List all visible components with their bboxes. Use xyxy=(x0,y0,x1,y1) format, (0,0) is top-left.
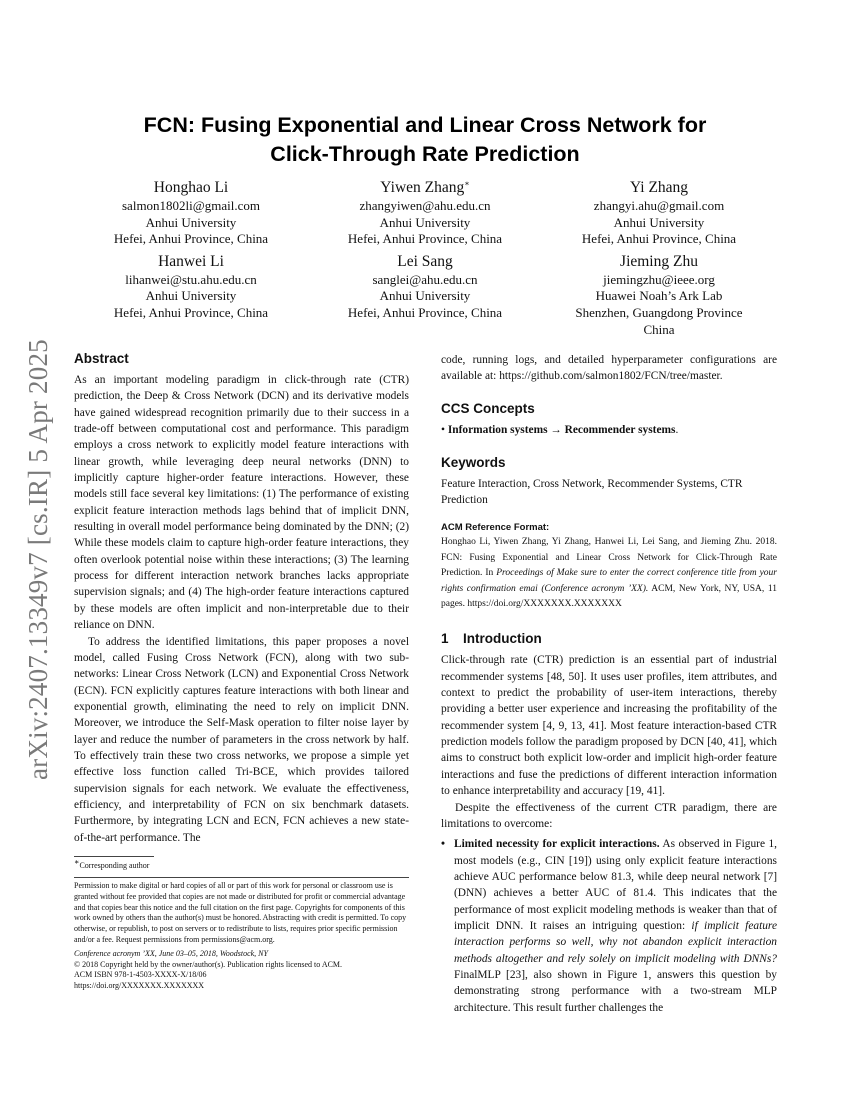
abstract-heading: Abstract xyxy=(74,351,129,366)
author-email[interactable]: salmon1802li@gmail.com xyxy=(122,198,260,213)
author-card xyxy=(542,178,776,248)
author-location: Hefei, Anhui Province, China xyxy=(113,231,269,247)
paper-title-line1: FCN: Fusing Exponential and Linear Cross Network for xyxy=(143,113,707,137)
ccs-end: . xyxy=(675,423,679,436)
author-location: Hefei, Anhui Province, China xyxy=(347,304,503,320)
arxiv-sidebar xyxy=(16,310,60,780)
copyright-notice: © 2018 Copyright held by the owner/author(s). Publication rights licensed to ACM. xyxy=(74,959,343,969)
ccs-item-a: Information systems xyxy=(447,423,548,436)
author-name: Yiwen Zhang xyxy=(380,179,465,196)
author-email[interactable]: zhangyiwen@ahu.edu.cn xyxy=(359,198,491,213)
author-row-1 xyxy=(74,178,776,248)
ccs-arrow: → xyxy=(550,423,562,436)
abstract-paragraph-1: As an important modeling paradigm in click-through rate (CTR) prediction, the Deep & Cross Network (DCN) and its derivative models have gained widespread recognition primarily due to their success in a trade-off between computational cost and performance. This paradigm employs a cross network to explicitly model feature interactions with linear growth, while leveraging deep neural networks (DNN) to implicitly capture higher-order feature interactions. However, these models still face several key limitations: (1) The performance of existing explicit feature interaction methods lags behind that of implicit DNN, resulting in overall model performance being dominated by the DNN; (2) While these models claim to capture high-order feature interactions, they often overlook potential noise within these interactions; (3) The learning process for different interaction network branches lacks appropriate supervision signals; and (4) The high-order feature interactions captured by these models are often implicit and non-interpretable due to their reliance on DNN. xyxy=(74,374,409,632)
author-name: Honghao Li xyxy=(153,179,229,196)
author-location: Hefei, Anhui Province, China xyxy=(581,231,737,247)
keywords-text: Feature Interaction, Cross Network, Recommender Systems, CTR Prediction xyxy=(441,477,743,507)
bullet-text-1: As observed in Figure 1, most models (e.g., CIN [19]) using only explicit feature interactions achieve AUC performance below 81.3, while deep neural network [7] (DNN) achieves a better AUC of 81.4. This indicates that the performance of most explicit modeling methods is weaker than that of implicit DNN. It raises an intriguing question: xyxy=(454,838,778,932)
intro-paragraph-2: Despite the effectiveness of the current CTR paradigm, there are limitations to overcome: xyxy=(441,801,777,830)
author-name: Hanwei Li xyxy=(158,252,224,270)
author-name: Yi Zhang xyxy=(629,179,689,196)
author-email[interactable]: zhangyi.ahu@gmail.com xyxy=(593,198,725,213)
author-affiliation: Huawei Noah’s Ark Lab xyxy=(595,288,723,304)
footnote-divider xyxy=(74,856,154,857)
bullet-text-2: FinalMLP [23], also shown in Figure 1, answers this question by demonstrating strong performance with a two-stream MLP architecture. This result further challenges the xyxy=(454,968,777,1014)
section-title: Introduction xyxy=(463,631,542,647)
author-location-2: China xyxy=(643,321,675,337)
left-column xyxy=(74,350,409,992)
reference-plain: Honghao Li, Yiwen Zhang, Yi Zhang, Hanwei Li, Lei Sang, and Jieming Zhu. 2018. FCN: Fusing Exponential and Linear Cross Network for Click-Through Rate Prediction. In xyxy=(441,537,777,579)
footnote-text: Corresponding author xyxy=(79,860,150,870)
author-card xyxy=(308,178,542,248)
introduction-heading xyxy=(441,630,777,648)
author-name: Jieming Zhu xyxy=(620,252,698,270)
author-row-2 xyxy=(74,252,776,338)
bullet-italic: if implicit feature interaction performs so well, why not abandon explicit interaction methods altogether and rely solely on implicit modeling with DNNs? xyxy=(454,919,777,965)
footnote-mark: ∗ xyxy=(74,857,80,867)
author-affiliation: Anhui University xyxy=(145,214,237,230)
doi-link[interactable]: https://doi.org/XXXXXXX.XXXXXXX xyxy=(74,981,205,991)
author-affiliation: Anhui University xyxy=(379,214,471,230)
author-card xyxy=(542,252,776,338)
ccs-item-b: Recommender systems xyxy=(564,423,676,436)
author-card xyxy=(74,178,308,248)
reference-italic: Proceedings of Make sure to enter the correct conference title from your rights confirmation emai (Conference acronym ’XX). xyxy=(441,568,777,594)
paper-title-line2: Click-Through Rate Prediction xyxy=(270,142,580,166)
intro-paragraph-1: Click-through rate (CTR) prediction is an essential part of industrial recommender systems [48, 50]. It uses user profiles, item attributes, and context to predict the probability of user-item interactions, thereby providing a better user experience and increasing the profitability of the recommender system [4, 9, 13, 41]. Most feature interaction-based CTR prediction models follow the paradigm proposed by DCN [40, 41], which aims to construct both explicit low-order and implicit high-order feature interactions and fuse the predictions of different interaction information to enhance interpretability and accuracy [19, 41]. xyxy=(441,654,777,798)
permission-notice: Permission to make digital or hard copies of all or part of this work for personal or classroom use is granted without fee provided that copies are not made or distributed for profit or commercial advantage and that copies bear this notice and the full citation on the first page. Copyrights for components of this work owned by others than the author(s) must be honored. Abstracting with credit is permitted. To copy otherwise, or republish, to post on servers or to redistribute to lists, requires prior specific permission and/or a fee. Request permissions from permissions@acm.org. xyxy=(74,880,407,944)
abstract-paragraph-2: To address the identified limitations, this paper proposes a novel model, called Fusing Cross Network (FCN), along with two sub-networks: Linear Cross Network (LCN) and Exponential Cross Network (ECN). FCN explicitly captures feature interactions with both linear and exponential growth, eliminating the need to rely on implicit DNN. Moreover, we introduce the Self-Mask operation to filter noise layer by layer and reduce the number of parameters in the cross network by half. To effectively train these two cross networks, we propose a simple yet effective loss function called Tri-BCE, which provides tailored supervision signals for each network. We evaluate the effectiveness, efficiency, and interpretability of FCN on six benchmark datasets. Furthermore, by integrating LCN and ECN, FCN achieves a new state-of-the-art performance. The xyxy=(74,635,409,844)
corresponding-author-footnote xyxy=(74,857,409,871)
author-location: Shenzhen, Guangdong Province xyxy=(575,304,743,320)
paper-title xyxy=(74,111,776,169)
list-item xyxy=(441,836,777,1016)
author-name: Lei Sang xyxy=(397,252,453,270)
author-mark: ∗ xyxy=(464,178,470,188)
author-affiliation: Anhui University xyxy=(379,288,471,304)
author-email[interactable]: lihanwei@stu.ahu.edu.cn xyxy=(125,271,257,287)
limitations-list xyxy=(441,836,777,1016)
isbn-info: ACM ISBN 978-1-4503-XXXX-X/18/06 xyxy=(74,970,207,980)
right-column xyxy=(441,352,777,1016)
ccs-heading: CCS Concepts xyxy=(441,400,535,416)
ccs-concepts: • Information systems → Recommender systems. xyxy=(441,423,679,436)
keywords-heading: Keywords xyxy=(441,454,506,470)
author-email[interactable]: sanglei@ahu.edu.cn xyxy=(372,271,478,287)
author-affiliation: Anhui University xyxy=(613,214,705,230)
reference-format-heading: ACM Reference Format: xyxy=(441,522,550,534)
author-card xyxy=(74,252,308,338)
author-email[interactable]: jiemingzhu@ieee.org xyxy=(603,271,715,287)
reference-tail: ACM, New York, NY, USA, 11 pages. https://doi.org/XXXXXXX.XXXXXXX xyxy=(441,583,777,609)
reference-format-text xyxy=(441,535,777,612)
author-location: Hefei, Anhui Province, China xyxy=(347,231,503,247)
bullet-bold-lead: Limited necessity for explicit interactions. xyxy=(454,838,660,851)
abstract-continuation: code, running logs, and detailed hyperparameter configurations are available at: https://github.com/salmon1802/FCN/tree/master. xyxy=(441,354,777,383)
author-card xyxy=(308,252,542,338)
arxiv-identifier: arXiv:2407.13349v7 [cs.IR] 5 Apr 2025 xyxy=(23,339,53,780)
conference-info: Conference acronym ’XX, June 03–05, 2018, Woodstock, NY xyxy=(74,948,268,958)
author-location: Hefei, Anhui Province, China xyxy=(113,304,269,320)
author-block xyxy=(74,178,776,338)
section-number: 1 xyxy=(441,631,449,647)
author-affiliation: Anhui University xyxy=(145,288,237,304)
permission-divider xyxy=(74,877,409,878)
